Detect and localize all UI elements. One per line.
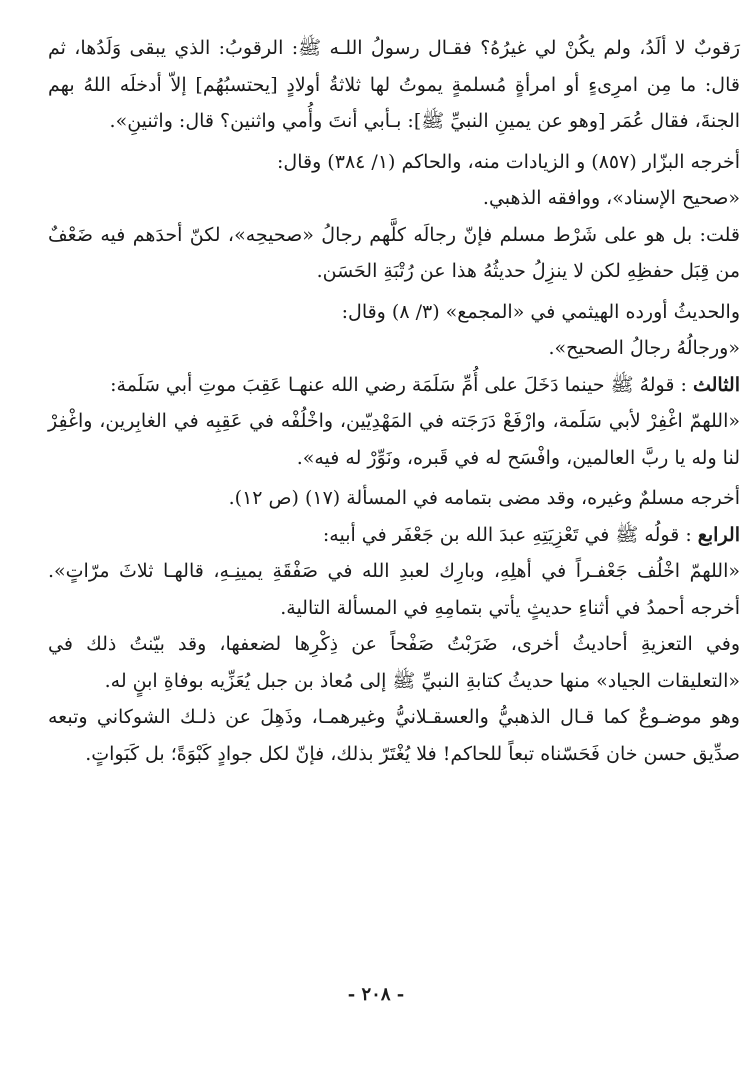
paragraph-fourth-hadith [48,517,740,554]
paragraph-other-hadiths: وفي التعزيةِ أحاديثُ أخرى، ضَرَبْتُ صَفْحاً عن ذِكْرِها لضعفها، وقد بيّنتُ ذلك في «التعليقات الجياد» منها حديثُ كتابةِ النبيِّ ﷺ إلى مُعاذ بن جبل يُعَزِّيه بوفاةِ ابنٍ له. [48,633,740,692]
section-text-fourth: : قولُه ﷺ في تَعْزِيَتِهِ عبدَ الله بن جَعْفَر في أبيه: [322,523,692,546]
paragraph-hadith-continuation: رَقوبٌ لا ألَدُ، ولم يكُنْ لي غيرُهُ؟ فقـال رسولُ اللـه ﷺ: الرقوبُ: الذي يبقى وَلَدُها، ثم قال: ما مِن امرِىءٍ أو امرأةٍ مُسلمةٍ يموتُ لها ثلاثةُ أولادٍ [يحتسبُهُم] إلاّ أدخلَه اللهُ بهم الجنةَ، فقال عُمَر [وهو عن يمينِ النبيِّ ﷺ]: بـأبي أنتَ وأُمي واثنين؟ قال: واثنينِ». [48,37,740,132]
paragraph-third-hadith [48,367,740,404]
paragraph-mawdu-note: وهو موضـوعٌ كما قـال الذهبيُّ والعسقـلانيُّ وغيرهمـا، وذَهِلَ عن ذلـك الشوكاني وتبعه صدِّيق حسن خان فَحَسّناه تبعاً للحاكم! فلا يُغْتَرّ بذلك، فإنّ لكل جوادٍ كَبْوَةً؛ بل كَبَواتٍ. [48,706,740,765]
page-number: - ٢٠٨ - [347,984,405,1005]
section-text-third: : قولهُ ﷺ حينما دَخَلَ على أُمِّ سَلَمَة رضي الله عنهـا عَقِبَ موتِ أبي سَلَمة: [110,373,687,396]
page-body [48,30,740,772]
paragraph-takhrij-muslim: أخرجه مسلمٌ وغيره، وقد مضى بتمامه في المسألة (١٧) (ص ١٢). [228,487,740,509]
section-lead-fourth: الرابع [697,523,740,546]
paragraph-haythami-quote: «ورجالُهُ رجالُ الصحيح». [548,337,740,359]
paragraph-dua-abi-salama: «اللهمّ اغْفِرْ لأبي سَلَمة، وارْفَعْ دَرَجَته في المَهْدِيّين، واخْلُفْه في عَقِبِه في الغابِرين، واغْفِرْ لنا وله يا ربَّ العالمين، وافْسَح له في قَبره، ونَوِّرْ له فيه». [48,410,740,469]
paragraph-author-comment: قلت: بل هو على شَرْط مسلم فإنّ رجالَه كلَّهم رجالُ «صحيحِه»، لكنّ أحدَهم فيه ضَعْفٌ من قِبَل حفظِهِ لكن لا ينزِلُ حديثُهُ هذا عن رُتْبَةِ الحَسَن. [48,223,740,282]
section-lead-third: الثالث [692,373,740,396]
paragraph-takhrij-bazzar: أخرجه البزّار (٨٥٧) و الزيادات منه، والحاكم (١/ ٣٨٤) وقال: [277,150,740,173]
paragraph-haythami: والحديثُ أورده الهيثمي في «المجمع» (٣/ ٨) وقال: [341,300,740,323]
paragraph-hakim-grading: «صحيح الإسناد»، ووافقه الذهبي. [482,187,740,209]
paragraph-dua-jafar: «اللهمّ اخْلُف جَعْفـراً في أهلِهِ، وبارِك لعبدِ الله في صَفْقَةِ يمينِـهِ، قالهـا ثلاثَ مرّاتٍ». أخرجه أحمدُ في أثناءِ حديثٍ يأتي بتمامِهِ في المسألة التالية. [48,560,740,619]
